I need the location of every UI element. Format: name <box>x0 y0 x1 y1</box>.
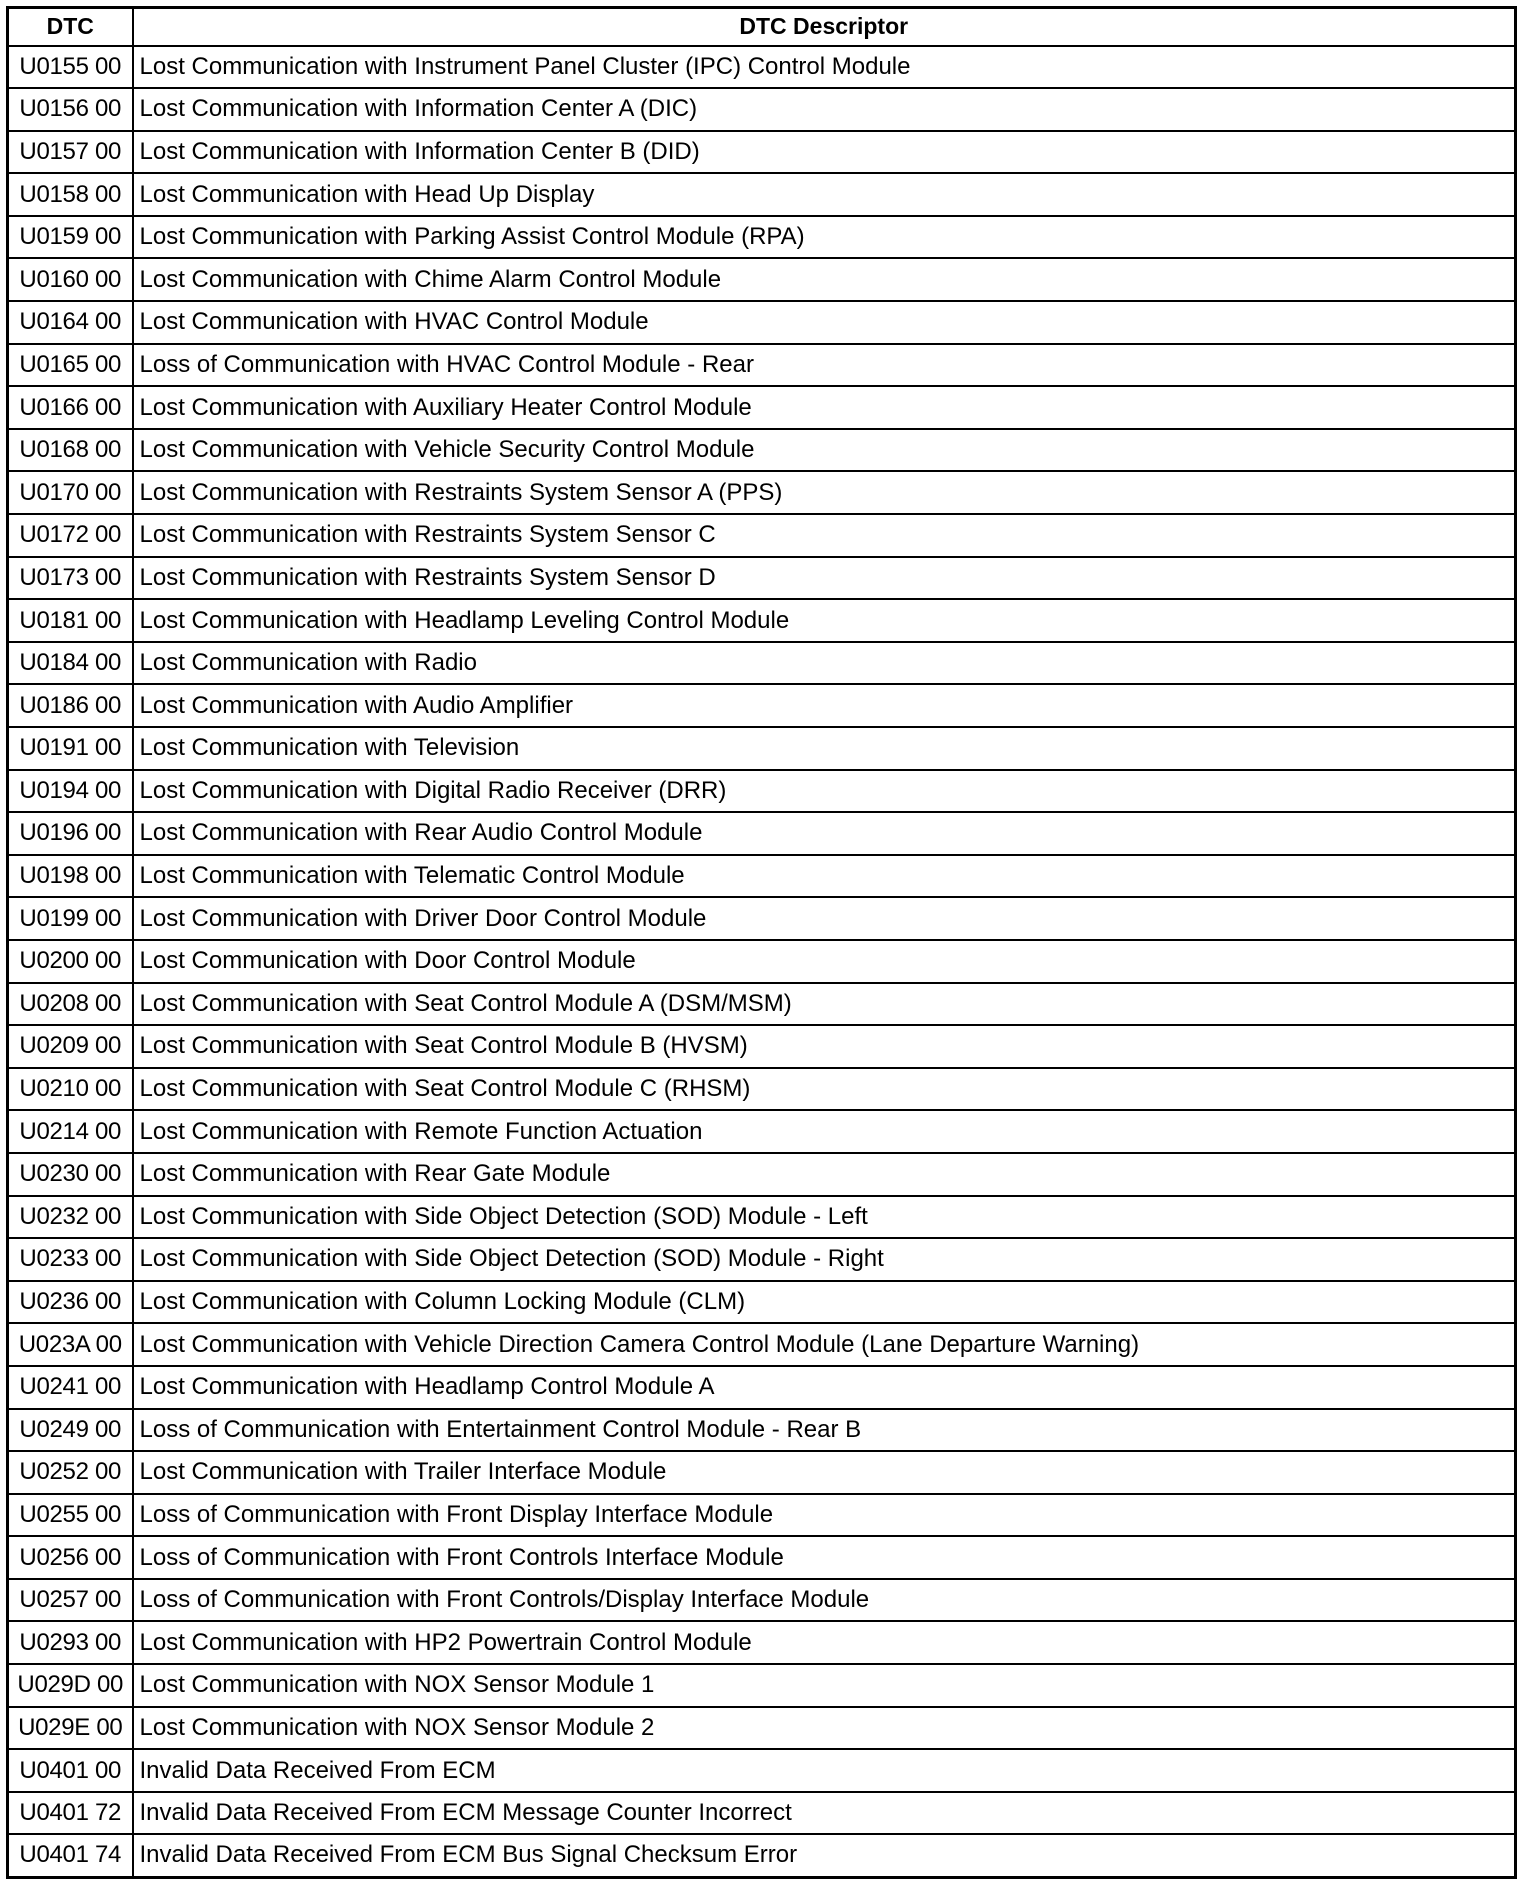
dtc-code-cell: U0194 00 <box>8 770 133 813</box>
dtc-descriptor-cell: Lost Communication with HP2 Powertrain Control Module <box>133 1621 1516 1664</box>
dtc-descriptor-cell: Lost Communication with Chime Alarm Control Module <box>133 258 1516 301</box>
table-row <box>8 1664 1516 1707</box>
dtc-code-cell: U0166 00 <box>8 386 133 429</box>
dtc-descriptor-cell: Lost Communication with Radio <box>133 642 1516 685</box>
table-row <box>8 1409 1516 1452</box>
dtc-code-cell: U0158 00 <box>8 173 133 216</box>
dtc-descriptor-cell: Lost Communication with Headlamp Leveling Control Module <box>133 599 1516 642</box>
dtc-code-cell: U0196 00 <box>8 812 133 855</box>
table-row <box>8 1110 1516 1153</box>
dtc-code-cell: U0232 00 <box>8 1196 133 1239</box>
dtc-descriptor-cell: Lost Communication with Restraints System Sensor A (PPS) <box>133 471 1516 514</box>
dtc-code-cell: U029D 00 <box>8 1664 133 1707</box>
table-row <box>8 1792 1516 1835</box>
dtc-table <box>6 6 1517 1879</box>
dtc-descriptor-cell: Lost Communication with Telematic Control Module <box>133 855 1516 898</box>
dtc-descriptor-cell: Invalid Data Received From ECM Bus Signal Checksum Error <box>133 1834 1516 1877</box>
dtc-code-cell: U0214 00 <box>8 1110 133 1153</box>
dtc-descriptor-cell: Lost Communication with Trailer Interface Module <box>133 1451 1516 1494</box>
dtc-code-cell: U0191 00 <box>8 727 133 770</box>
table-row <box>8 897 1516 940</box>
dtc-code-cell: U0170 00 <box>8 471 133 514</box>
dtc-descriptor-cell: Lost Communication with Head Up Display <box>133 173 1516 216</box>
dtc-code-cell: U0164 00 <box>8 301 133 344</box>
dtc-code-cell: U023A 00 <box>8 1323 133 1366</box>
table-row <box>8 1494 1516 1537</box>
dtc-descriptor-cell: Lost Communication with Parking Assist Control Module (RPA) <box>133 216 1516 259</box>
table-row <box>8 46 1516 89</box>
dtc-code-cell: U0181 00 <box>8 599 133 642</box>
dtc-code-cell: U0401 00 <box>8 1749 133 1792</box>
table-row <box>8 642 1516 685</box>
table-row <box>8 1025 1516 1068</box>
table-row <box>8 301 1516 344</box>
dtc-descriptor-cell: Lost Communication with Seat Control Module A (DSM/MSM) <box>133 983 1516 1026</box>
dtc-descriptor-cell: Lost Communication with Rear Audio Control Module <box>133 812 1516 855</box>
table-row <box>8 1621 1516 1664</box>
dtc-descriptor-cell: Lost Communication with Driver Door Control Module <box>133 897 1516 940</box>
dtc-descriptor-cell: Lost Communication with NOX Sensor Module 2 <box>133 1707 1516 1750</box>
dtc-code-cell: U0249 00 <box>8 1409 133 1452</box>
dtc-code-cell: U0210 00 <box>8 1068 133 1111</box>
dtc-code-cell: U0401 74 <box>8 1834 133 1877</box>
table-row <box>8 1281 1516 1324</box>
table-row <box>8 1196 1516 1239</box>
table-row <box>8 557 1516 600</box>
table-row <box>8 1366 1516 1409</box>
table-header <box>8 8 1516 46</box>
header-dtc-descriptor: DTC Descriptor <box>133 8 1516 46</box>
dtc-code-cell: U0186 00 <box>8 684 133 727</box>
table-row <box>8 344 1516 387</box>
dtc-descriptor-cell: Lost Communication with NOX Sensor Module 1 <box>133 1664 1516 1707</box>
dtc-descriptor-cell: Lost Communication with Remote Function Actuation <box>133 1110 1516 1153</box>
dtc-descriptor-cell: Lost Communication with Digital Radio Receiver (DRR) <box>133 770 1516 813</box>
dtc-descriptor-cell: Invalid Data Received From ECM <box>133 1749 1516 1792</box>
dtc-descriptor-cell: Lost Communication with Audio Amplifier <box>133 684 1516 727</box>
dtc-descriptor-cell: Lost Communication with Vehicle Direction Camera Control Module (Lane Departure Warning) <box>133 1323 1516 1366</box>
dtc-descriptor-cell: Lost Communication with Seat Control Module C (RHSM) <box>133 1068 1516 1111</box>
dtc-descriptor-cell: Lost Communication with Vehicle Security Control Module <box>133 429 1516 472</box>
dtc-code-cell: U0209 00 <box>8 1025 133 1068</box>
dtc-code-cell: U0230 00 <box>8 1153 133 1196</box>
dtc-code-cell: U0157 00 <box>8 131 133 174</box>
dtc-code-cell: U0200 00 <box>8 940 133 983</box>
dtc-code-cell: U029E 00 <box>8 1707 133 1750</box>
header-row <box>8 8 1516 46</box>
table-row <box>8 684 1516 727</box>
dtc-code-cell: U0160 00 <box>8 258 133 301</box>
dtc-descriptor-cell: Lost Communication with Auxiliary Heater Control Module <box>133 386 1516 429</box>
dtc-code-cell: U0236 00 <box>8 1281 133 1324</box>
dtc-code-cell: U0198 00 <box>8 855 133 898</box>
table-row <box>8 812 1516 855</box>
dtc-descriptor-cell: Lost Communication with Instrument Panel Cluster (IPC) Control Module <box>133 46 1516 89</box>
table-row <box>8 173 1516 216</box>
dtc-code-cell: U0168 00 <box>8 429 133 472</box>
table-row <box>8 983 1516 1026</box>
dtc-code-cell: U0233 00 <box>8 1238 133 1281</box>
dtc-code-cell: U0257 00 <box>8 1579 133 1622</box>
table-row <box>8 471 1516 514</box>
table-row <box>8 1579 1516 1622</box>
dtc-code-cell: U0401 72 <box>8 1792 133 1835</box>
table-row <box>8 1323 1516 1366</box>
dtc-descriptor-cell: Lost Communication with Information Center B (DID) <box>133 131 1516 174</box>
dtc-descriptor-cell: Lost Communication with Side Object Detection (SOD) Module - Right <box>133 1238 1516 1281</box>
table-row <box>8 940 1516 983</box>
table-row <box>8 429 1516 472</box>
dtc-descriptor-cell: Lost Communication with Rear Gate Module <box>133 1153 1516 1196</box>
dtc-code-cell: U0199 00 <box>8 897 133 940</box>
dtc-code-cell: U0173 00 <box>8 557 133 600</box>
table-row <box>8 1068 1516 1111</box>
dtc-descriptor-cell: Invalid Data Received From ECM Message Counter Incorrect <box>133 1792 1516 1835</box>
table-row <box>8 599 1516 642</box>
table-row <box>8 1749 1516 1792</box>
table-row <box>8 386 1516 429</box>
table-row <box>8 770 1516 813</box>
table-row <box>8 1238 1516 1281</box>
table-row <box>8 514 1516 557</box>
table-row <box>8 1153 1516 1196</box>
table-row <box>8 727 1516 770</box>
dtc-descriptor-cell: Lost Communication with Headlamp Control Module A <box>133 1366 1516 1409</box>
dtc-descriptor-cell: Lost Communication with Restraints System Sensor D <box>133 557 1516 600</box>
dtc-descriptor-cell: Lost Communication with Door Control Module <box>133 940 1516 983</box>
dtc-code-cell: U0172 00 <box>8 514 133 557</box>
dtc-document <box>6 6 1514 1879</box>
table-row <box>8 88 1516 131</box>
dtc-descriptor-cell: Lost Communication with Television <box>133 727 1516 770</box>
dtc-code-cell: U0293 00 <box>8 1621 133 1664</box>
table-row <box>8 1451 1516 1494</box>
table-row <box>8 1834 1516 1877</box>
dtc-descriptor-cell: Lost Communication with Column Locking Module (CLM) <box>133 1281 1516 1324</box>
table-row <box>8 258 1516 301</box>
dtc-descriptor-cell: Loss of Communication with HVAC Control Module - Rear <box>133 344 1516 387</box>
dtc-descriptor-cell: Lost Communication with Restraints System Sensor C <box>133 514 1516 557</box>
dtc-descriptor-cell: Lost Communication with HVAC Control Module <box>133 301 1516 344</box>
dtc-code-cell: U0252 00 <box>8 1451 133 1494</box>
dtc-code-cell: U0184 00 <box>8 642 133 685</box>
table-row <box>8 216 1516 259</box>
dtc-descriptor-cell: Lost Communication with Seat Control Module B (HVSM) <box>133 1025 1516 1068</box>
dtc-code-cell: U0241 00 <box>8 1366 133 1409</box>
dtc-descriptor-cell: Loss of Communication with Front Display Interface Module <box>133 1494 1516 1537</box>
dtc-descriptor-cell: Loss of Communication with Entertainment Control Module - Rear B <box>133 1409 1516 1452</box>
table-row <box>8 1707 1516 1750</box>
dtc-descriptor-cell: Lost Communication with Information Center A (DIC) <box>133 88 1516 131</box>
table-row <box>8 1536 1516 1579</box>
header-dtc: DTC <box>8 8 133 46</box>
dtc-code-cell: U0155 00 <box>8 46 133 89</box>
dtc-code-cell: U0159 00 <box>8 216 133 259</box>
table-row <box>8 855 1516 898</box>
dtc-code-cell: U0156 00 <box>8 88 133 131</box>
dtc-descriptor-cell: Loss of Communication with Front Controls/Display Interface Module <box>133 1579 1516 1622</box>
table-body <box>8 46 1516 1878</box>
dtc-code-cell: U0165 00 <box>8 344 133 387</box>
dtc-code-cell: U0208 00 <box>8 983 133 1026</box>
dtc-descriptor-cell: Lost Communication with Side Object Detection (SOD) Module - Left <box>133 1196 1516 1239</box>
table-row <box>8 131 1516 174</box>
dtc-code-cell: U0255 00 <box>8 1494 133 1537</box>
dtc-descriptor-cell: Loss of Communication with Front Controls Interface Module <box>133 1536 1516 1579</box>
dtc-code-cell: U0256 00 <box>8 1536 133 1579</box>
